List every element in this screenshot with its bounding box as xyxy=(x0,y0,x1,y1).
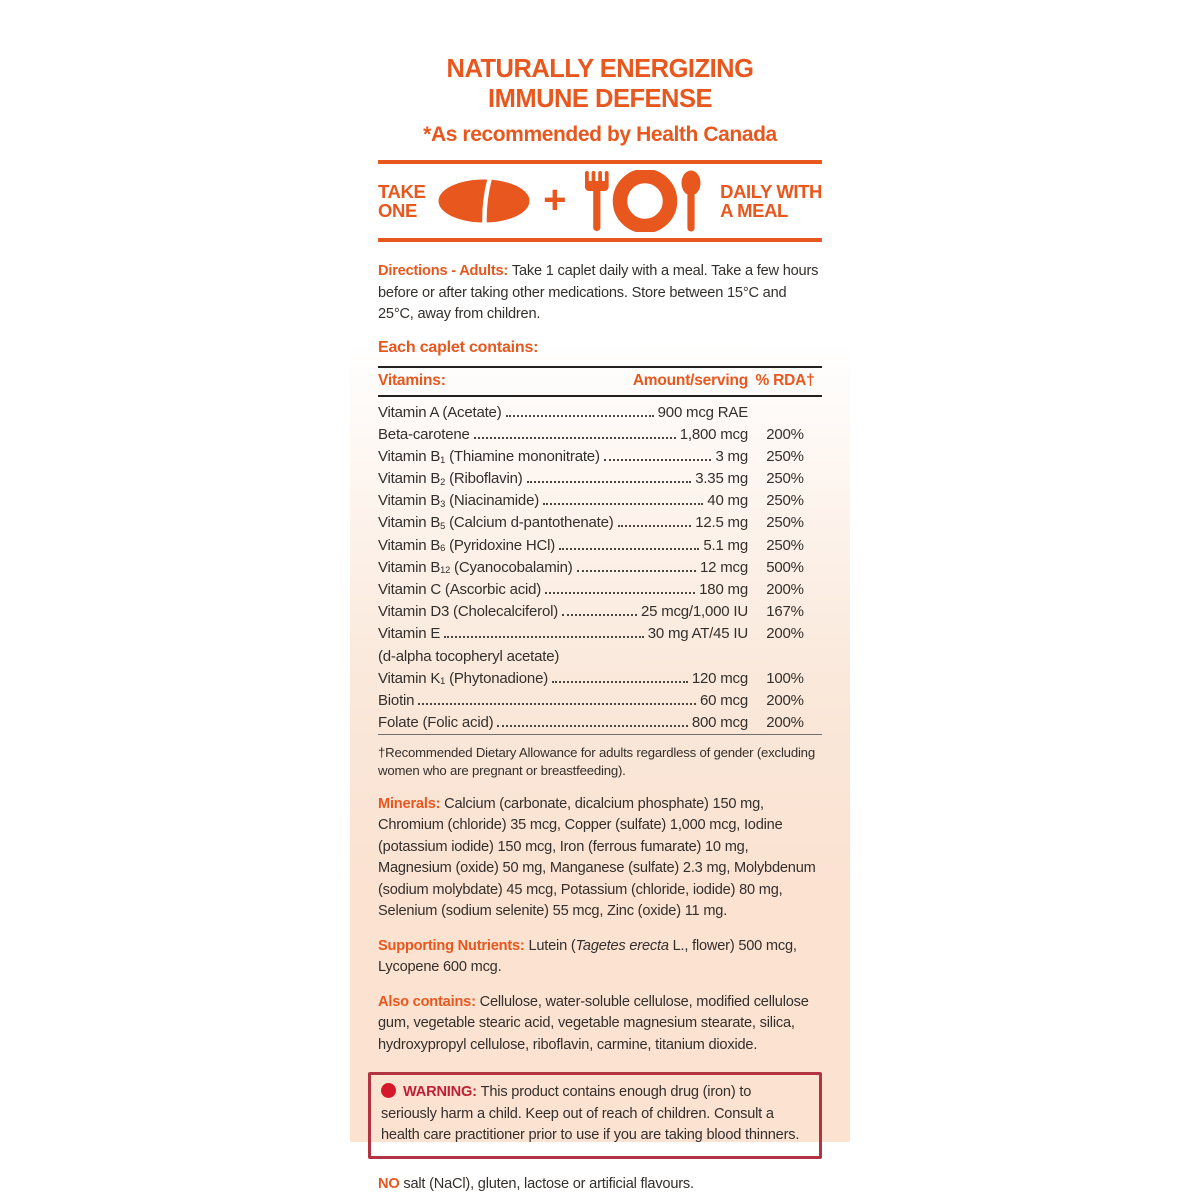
amount-value: 800 mcg xyxy=(691,714,748,732)
vitamin-name-amount xyxy=(378,467,748,489)
plus-icon: + xyxy=(543,178,567,222)
table-header-row xyxy=(378,367,822,396)
page-title xyxy=(378,54,822,114)
also-contains-paragraph: Also contains: Cellulose, water-soluble cellulose, modified cellulose gum, vegetable stearic acid, vegetable magnesium stearate, silica, hydroxypropyl cellulose, riboflavin, carmine, titanium dioxide. xyxy=(378,993,809,1053)
table-row xyxy=(378,623,822,645)
rda-value: 200% xyxy=(766,625,804,643)
rda-value: 167% xyxy=(766,603,804,621)
vitamin-name: Vitamin B6 (Pyridoxine HCl) xyxy=(378,536,556,554)
amount-value: 1,800 mcg xyxy=(679,425,748,443)
dot-leader xyxy=(552,681,688,683)
vitamins-column-header: Vitamins: xyxy=(378,371,446,389)
dot-leader xyxy=(506,415,654,417)
fork-plate-spoon-icon xyxy=(579,170,707,232)
table-row xyxy=(378,712,822,735)
amount-value: 3 mg xyxy=(715,447,748,465)
subtitle: *As recommended by Health Canada xyxy=(423,123,777,146)
vitamin-name-amount xyxy=(378,712,748,734)
rda-value: 200% xyxy=(766,691,804,709)
amount-value: 40 mg xyxy=(707,492,748,510)
vitamin-name-amount xyxy=(378,667,748,689)
dot-leader xyxy=(418,703,696,705)
dot-leader xyxy=(559,548,699,550)
rda-value: 250% xyxy=(766,536,804,554)
dot-leader xyxy=(527,481,692,483)
table-row xyxy=(378,490,822,512)
rda-value: 250% xyxy=(766,447,804,465)
dosage-row xyxy=(378,164,822,238)
vitamin-name: Vitamin B12 (Cyanocobalamin) xyxy=(378,558,573,576)
dot-leader xyxy=(543,503,703,505)
vitamin-name: Vitamin D3 (Cholecalciferol) xyxy=(378,603,559,621)
directions-paragraph: Directions - Adults: Take 1 caplet daily with a meal. Take a few hours before or after taking other medications. Store between 15°C and 25°C, away from children. xyxy=(378,263,819,322)
rda-value: 250% xyxy=(766,514,804,532)
vitamin-name: Vitamin B5 (Calcium d-pantothenate) xyxy=(378,514,614,532)
table-row xyxy=(378,396,822,424)
dot-leader xyxy=(474,437,676,439)
dot-leader xyxy=(577,570,696,572)
vitamin-name: Beta-carotene xyxy=(378,425,470,443)
table-row xyxy=(378,556,822,578)
minerals-paragraph: Minerals: Calcium (carbonate, dicalcium phosphate) 150 mg, Chromium (chloride) 35 mcg, Copper (sulfate) 1,000 mcg, Iodine (potassium iodide) 150 mcg, Iron (ferrous fumarate) 10 mg, Magnesium (oxide) 50 mg, Manganese (sulfate) 2.3 mg, Molybdenum (sodium molybdate) 45 mcg, Potassium (chloride, iodide) 80 mg, Selenium (sodium selenite) 55 mcg, Zinc (oxide) 11 mg. xyxy=(378,795,816,920)
warning-text: WARNING: This product contains enough drug (iron) to seriously harm a child. Keep out of reach of children. Consult a health care practitioner prior to use if you are taking blood thinners. xyxy=(381,1084,800,1144)
vitamin-name: Vitamin K1 (Phytonadione) xyxy=(378,669,549,687)
amount-value: 12 mcg xyxy=(700,558,748,576)
vitamin-name: Vitamin B3 (Niacinamide) xyxy=(378,492,540,510)
vitamin-name-amount xyxy=(378,601,748,623)
table-row xyxy=(378,445,822,467)
vitamin-name: Vitamin E xyxy=(378,625,441,643)
vitamin-name: Vitamin A (Acetate) xyxy=(378,403,502,421)
vitamin-name: Vitamin B1 (Thiamine mononitrate) xyxy=(378,447,600,465)
daily-with-meal-label: DAILY WITH A MEAL xyxy=(720,180,822,221)
vitamin-name-amount xyxy=(378,623,748,645)
table-row xyxy=(378,689,822,711)
divider-bottom xyxy=(378,238,822,242)
vitamin-name-amount xyxy=(378,397,748,424)
rda-value: 500% xyxy=(766,558,804,576)
amount-value: 5.1 mg xyxy=(703,536,748,554)
vitamin-name-amount xyxy=(378,534,748,556)
dot-leader xyxy=(497,725,687,727)
vitamin-name: Vitamin B2 (Riboflavin) xyxy=(378,470,523,488)
table-row xyxy=(378,578,822,600)
title-line-2: IMMUNE DEFENSE xyxy=(488,85,712,113)
vitamin-name-amount xyxy=(378,578,748,600)
rda-value: 100% xyxy=(766,669,804,687)
vitamin-name: Folate (Folic acid) xyxy=(378,714,494,732)
take-one-label: TAKE ONE xyxy=(378,180,426,221)
rda-value: 250% xyxy=(766,470,804,488)
rda-column-header: % RDA† xyxy=(748,367,822,396)
table-row xyxy=(378,667,822,689)
vitamin-name-amount xyxy=(378,689,748,711)
dot-leader xyxy=(618,525,692,527)
each-caplet-contains-heading: Each caplet contains: xyxy=(378,338,539,356)
warning-box xyxy=(368,1072,822,1159)
amount-value: 60 mcg xyxy=(700,691,748,709)
amount-value: 900 mcg RAE xyxy=(657,403,748,421)
vitamin-name-amount xyxy=(378,556,748,578)
supporting-nutrients-paragraph: Supporting Nutrients: Lutein (Tagetes erecta L., flower) 500 mcg, Lycopene 600 mcg. xyxy=(378,937,797,976)
rda-value: 250% xyxy=(766,492,804,510)
dot-leader xyxy=(545,592,695,594)
label-content xyxy=(350,54,850,1195)
amount-column-header: Amount/serving xyxy=(632,371,748,389)
amount-value: 12.5 mg xyxy=(695,514,748,532)
vitamin-name-amount xyxy=(378,512,748,534)
rda-footnote: †Recommended Dietary Allowance for adults regardless of gender (excluding women who are pregnant or breastfeeding). xyxy=(378,744,815,779)
dot-leader xyxy=(444,636,644,638)
table-row xyxy=(378,467,822,489)
label-panel xyxy=(350,0,850,1192)
no-additives-line: NO salt (NaCl), gluten, lactose or artificial flavours. xyxy=(378,1175,694,1192)
amount-value: 180 mg xyxy=(699,581,748,598)
dot-leader xyxy=(562,614,637,616)
rda-value: 200% xyxy=(766,425,804,443)
rda-value: 200% xyxy=(766,714,804,732)
warning-dot-icon xyxy=(381,1083,396,1098)
vitamins-table xyxy=(378,366,822,735)
amount-value: 30 mg AT/45 IU xyxy=(647,625,748,643)
rda-value: 200% xyxy=(766,581,804,598)
vitamin-name-amount xyxy=(378,490,748,512)
table-row xyxy=(378,534,822,556)
vitamin-name: Biotin xyxy=(378,691,415,709)
dot-leader xyxy=(604,459,712,461)
vitamin-subline: (d-alpha tocopheryl acetate) xyxy=(378,647,560,665)
amount-value: 120 mcg xyxy=(691,669,748,687)
vitamin-name-amount xyxy=(378,423,748,445)
title-line-1: NATURALLY ENERGIZING xyxy=(446,55,754,83)
amount-value: 25 mcg/1,000 IU xyxy=(640,603,748,621)
vitamins-table-body xyxy=(378,396,822,735)
vitamin-name-amount xyxy=(378,445,748,467)
vitamin-name: Vitamin C (Ascorbic acid) xyxy=(378,581,542,598)
caplet-icon xyxy=(438,179,530,223)
amount-value: 3.35 mg xyxy=(695,470,748,488)
table-row xyxy=(378,601,822,623)
table-row xyxy=(378,645,822,667)
table-row xyxy=(378,512,822,534)
